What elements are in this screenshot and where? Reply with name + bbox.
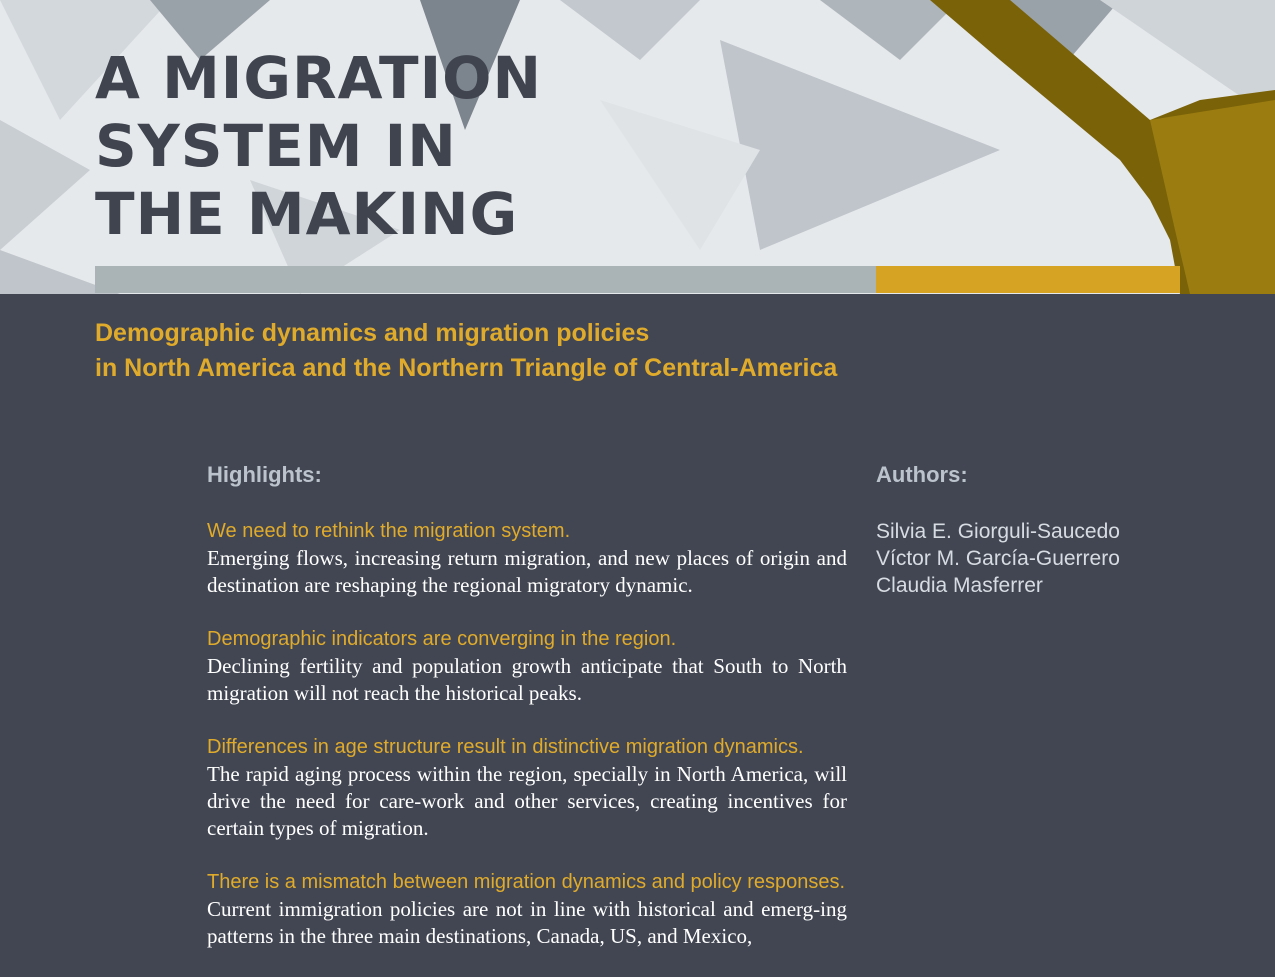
author-name: Silvia E. Giorguli-Saucedo [876, 520, 1120, 543]
highlight-title: There is a mismatch between migration dynamics and policy responses. [207, 871, 846, 893]
title-line: THE MAKING [95, 180, 519, 248]
authors-list [876, 518, 1120, 599]
subtitle-line: Demographic dynamics and migration policies [95, 319, 650, 347]
title-line: SYSTEM IN [95, 112, 457, 180]
divider-bar-gold [876, 266, 1180, 293]
highlight-body: Declining fertility and population growth anticipate that South to North migration will not reach the historical peaks. [207, 654, 847, 705]
highlight-item [207, 518, 847, 599]
highlight-title: We need to rethink the migration system. [207, 520, 571, 542]
highlight-body: The rapid aging process within the region, specially in North America, will drive the need for care-work and other services, creating incentives for certain types of migration. [207, 762, 847, 840]
title-line: A MIGRATION [95, 44, 543, 112]
highlight-body: Current immigration policies are not in line with historical and emerg-ing patterns in the three main destinations, Canada, US, and Mexico, [207, 897, 847, 948]
author-name: Víctor M. García-Guerrero [876, 547, 1120, 570]
page-title [95, 44, 542, 248]
highlight-item [207, 869, 847, 950]
authors-heading: Authors: [876, 462, 968, 487]
highlight-item [207, 626, 847, 707]
divider-bar-grey [95, 266, 876, 293]
highlights-heading: Highlights: [207, 462, 322, 487]
author-name: Claudia Masferrer [876, 574, 1043, 597]
subtitle-line: in North America and the Northern Triangle of Central-America [95, 354, 838, 382]
highlight-item [207, 734, 847, 842]
cover-banner [0, 0, 1275, 294]
highlight-title: Differences in age structure result in distinctive migration dynamics. [207, 736, 804, 758]
highlights-list [207, 518, 847, 977]
highlight-body: Emerging flows, increasing return migration, and new places of origin and destination are reshaping the regional migratory dynamic. [207, 546, 847, 597]
subtitle [95, 316, 837, 386]
highlight-title: Demographic indicators are converging in the region. [207, 628, 677, 650]
